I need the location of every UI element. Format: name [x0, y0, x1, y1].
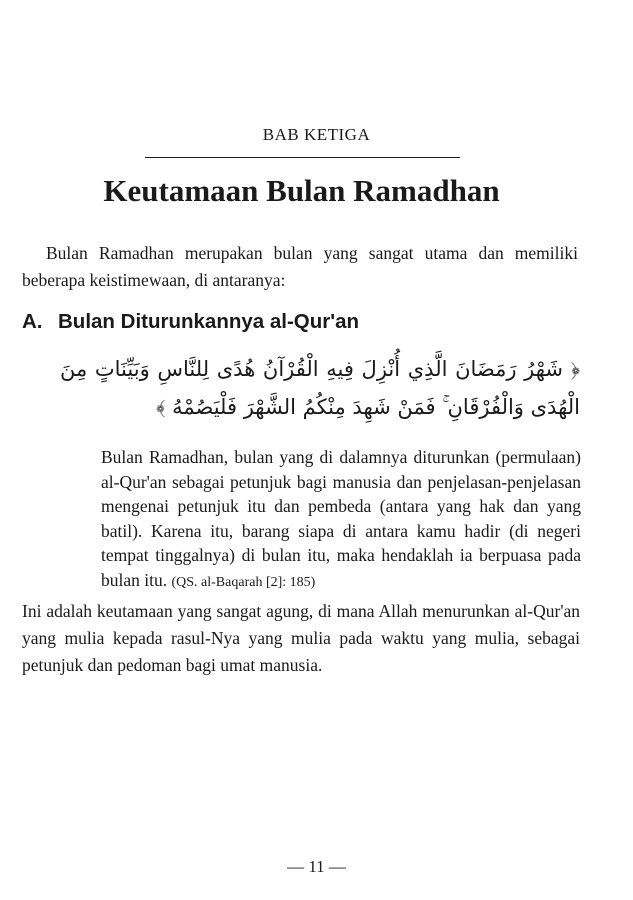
verse-open-bracket: ﴿	[570, 357, 580, 381]
verse-close-bracket: ﴾	[156, 395, 166, 419]
verse-translation	[101, 445, 581, 596]
verse-reference: (QS. al-Baqarah [2]: 185)	[171, 574, 316, 590]
chapter-divider	[145, 157, 460, 158]
quran-verse-arabic	[60, 350, 580, 426]
page-number: — 11 —	[287, 857, 346, 876]
section-number: A.	[22, 310, 43, 333]
verse-text: شَهْرُ رَمَضَانَ الَّذِي أُنْزِلَ فِيهِ الْقُرْآنُ هُدًى لِلنَّاسِ وَبَيِّنَاتٍ مِنَ الْهُدَى وَالْفُرْقَانِ ۚ فَمَنْ شَهِدَ مِنْكُمُ الشَّهْرَ فَلْيَصُمْهُ	[60, 357, 580, 419]
section-title: Bulan Diturunkannya al-Qur'an	[58, 310, 360, 333]
chapter-title: Keutamaan Bulan Ramadhan	[103, 173, 500, 208]
closing-paragraph: Ini adalah keutamaan yang sangat agung, di mana Allah menurunkan al-Qur'an yang mulia kepada rasul-Nya yang mulia pada waktu yang mulia, sebagai petunjuk dan pedoman bagi umat manusia.	[22, 601, 580, 675]
section-heading	[22, 310, 359, 334]
chapter-label: BAB KETIGA	[262, 125, 371, 144]
translation-text: Bulan Ramadhan, bulan yang di dalamnya diturunkan (permulaan) al-Qur'an sebagai petunjuk bagi manusia dan penjelasan-penjelasan mengenai petunjuk itu dan pembeda (antara yang hak dan yang batil). Karena itu, barang siapa di antara kamu hadir (di negeri tempat tinggalnya) di bulan itu, maka hendaklah ia berpuasa pada bulan itu.	[101, 447, 581, 590]
intro-paragraph: Bulan Ramadhan merupakan bulan yang sangat utama dan memiliki beberapa keistimewaan, di antaranya:	[22, 243, 578, 290]
